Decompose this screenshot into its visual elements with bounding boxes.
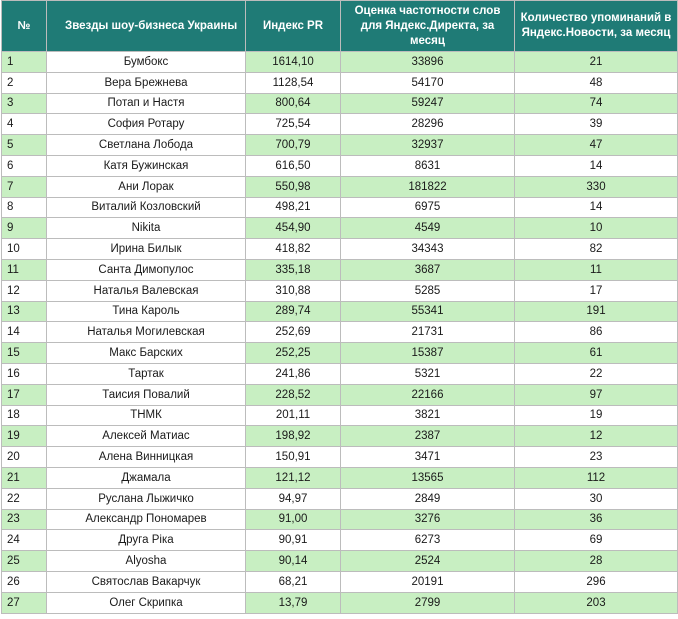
header-pr-index: Индекс PR [246,1,341,52]
cell-news-mentions: 97 [515,384,678,405]
table-header [2,1,678,52]
cell-pr-index: 91,00 [246,509,341,530]
cell-rank: 1 [2,52,47,73]
table-row [2,301,678,322]
cell-news-mentions: 11 [515,259,678,280]
table-row [2,197,678,218]
cell-news-mentions: 74 [515,93,678,114]
cell-news-mentions: 22 [515,363,678,384]
cell-rank: 4 [2,114,47,135]
table-row [2,571,678,592]
cell-name: Алена Винницкая [47,447,246,468]
cell-direct-frequency: 21731 [341,322,515,343]
cell-direct-frequency: 3471 [341,447,515,468]
cell-name: Вера Брежнева [47,72,246,93]
table-row [2,384,678,405]
table-row [2,467,678,488]
cell-pr-index: 498,21 [246,197,341,218]
table-row [2,426,678,447]
cell-direct-frequency: 15387 [341,343,515,364]
cell-pr-index: 150,91 [246,447,341,468]
cell-pr-index: 68,21 [246,571,341,592]
cell-pr-index: 241,86 [246,363,341,384]
cell-news-mentions: 39 [515,114,678,135]
cell-name: Святослав Вакарчук [47,571,246,592]
cell-direct-frequency: 8631 [341,155,515,176]
header-row [2,1,678,52]
cell-rank: 20 [2,447,47,468]
cell-direct-frequency: 3821 [341,405,515,426]
table-row [2,114,678,135]
table-row [2,218,678,239]
table-row [2,280,678,301]
header-yandex-direct: Оценка частотности слов для Яндекс.Директа, за месяц [341,1,515,52]
cell-news-mentions: 28 [515,551,678,572]
cell-name: Ани Лорак [47,176,246,197]
cell-news-mentions: 17 [515,280,678,301]
table-row [2,343,678,364]
cell-name: Александр Пономарев [47,509,246,530]
cell-rank: 6 [2,155,47,176]
cell-name: Ирина Билык [47,239,246,260]
cell-news-mentions: 86 [515,322,678,343]
cell-pr-index: 198,92 [246,426,341,447]
table-row [2,135,678,156]
cell-name: Тина Кароль [47,301,246,322]
table-row [2,405,678,426]
cell-direct-frequency: 33896 [341,52,515,73]
cell-pr-index: 13,79 [246,592,341,613]
cell-direct-frequency: 59247 [341,93,515,114]
cell-pr-index: 90,14 [246,551,341,572]
cell-name: Nikita [47,218,246,239]
cell-rank: 26 [2,571,47,592]
cell-direct-frequency: 22166 [341,384,515,405]
table-row [2,509,678,530]
table-row [2,592,678,613]
cell-pr-index: 94,97 [246,488,341,509]
cell-rank: 22 [2,488,47,509]
cell-name: Джамала [47,467,246,488]
cell-name: Виталий Козловский [47,197,246,218]
cell-rank: 21 [2,467,47,488]
cell-news-mentions: 61 [515,343,678,364]
cell-news-mentions: 47 [515,135,678,156]
cell-direct-frequency: 5321 [341,363,515,384]
cell-name: Тартак [47,363,246,384]
cell-name: Alyosha [47,551,246,572]
cell-pr-index: 454,90 [246,218,341,239]
cell-direct-frequency: 6273 [341,530,515,551]
cell-rank: 18 [2,405,47,426]
cell-news-mentions: 330 [515,176,678,197]
cell-pr-index: 1614,10 [246,52,341,73]
cell-pr-index: 201,11 [246,405,341,426]
table-body [2,52,678,614]
table-row [2,363,678,384]
cell-rank: 5 [2,135,47,156]
cell-rank: 3 [2,93,47,114]
cell-pr-index: 700,79 [246,135,341,156]
cell-pr-index: 252,69 [246,322,341,343]
cell-pr-index: 335,18 [246,259,341,280]
cell-name: Друга Ріка [47,530,246,551]
cell-pr-index: 725,54 [246,114,341,135]
table-row [2,72,678,93]
cell-pr-index: 616,50 [246,155,341,176]
cell-news-mentions: 112 [515,467,678,488]
cell-news-mentions: 19 [515,405,678,426]
header-celebrity: Звезды шоу-бизнеса Украины [47,1,246,52]
cell-direct-frequency: 4549 [341,218,515,239]
cell-rank: 11 [2,259,47,280]
table-row [2,155,678,176]
cell-pr-index: 550,98 [246,176,341,197]
cell-name: Наталья Могилевская [47,322,246,343]
cell-name: Санта Димопулос [47,259,246,280]
cell-pr-index: 252,25 [246,343,341,364]
cell-pr-index: 121,12 [246,467,341,488]
cell-news-mentions: 21 [515,52,678,73]
cell-news-mentions: 296 [515,571,678,592]
rating-table [1,0,678,614]
table-row [2,447,678,468]
cell-rank: 17 [2,384,47,405]
cell-rank: 8 [2,197,47,218]
cell-rank: 13 [2,301,47,322]
cell-pr-index: 800,64 [246,93,341,114]
cell-name: Руслана Лыжичко [47,488,246,509]
cell-pr-index: 1128,54 [246,72,341,93]
cell-news-mentions: 30 [515,488,678,509]
table-row [2,322,678,343]
cell-direct-frequency: 2524 [341,551,515,572]
cell-news-mentions: 48 [515,72,678,93]
cell-rank: 24 [2,530,47,551]
cell-rank: 19 [2,426,47,447]
table-row [2,488,678,509]
cell-name: Макс Барских [47,343,246,364]
cell-rank: 15 [2,343,47,364]
cell-rank: 27 [2,592,47,613]
table-row [2,52,678,73]
cell-direct-frequency: 28296 [341,114,515,135]
cell-direct-frequency: 2387 [341,426,515,447]
header-yandex-news: Количество упоминаний в Яндекс.Новости, за месяц [515,1,678,52]
cell-rank: 14 [2,322,47,343]
cell-news-mentions: 14 [515,155,678,176]
cell-name: Таисия Повалий [47,384,246,405]
cell-news-mentions: 23 [515,447,678,468]
cell-direct-frequency: 2849 [341,488,515,509]
cell-direct-frequency: 20191 [341,571,515,592]
cell-direct-frequency: 54170 [341,72,515,93]
cell-direct-frequency: 181822 [341,176,515,197]
table-row [2,530,678,551]
cell-rank: 23 [2,509,47,530]
cell-pr-index: 289,74 [246,301,341,322]
cell-news-mentions: 12 [515,426,678,447]
cell-rank: 2 [2,72,47,93]
cell-news-mentions: 10 [515,218,678,239]
cell-name: София Ротару [47,114,246,135]
table-row [2,239,678,260]
cell-direct-frequency: 32937 [341,135,515,156]
cell-pr-index: 90,91 [246,530,341,551]
cell-pr-index: 310,88 [246,280,341,301]
cell-direct-frequency: 5285 [341,280,515,301]
cell-direct-frequency: 2799 [341,592,515,613]
cell-name: Алексей Матиас [47,426,246,447]
cell-direct-frequency: 34343 [341,239,515,260]
cell-name: Потап и Настя [47,93,246,114]
header-number: № [2,1,47,52]
cell-pr-index: 228,52 [246,384,341,405]
table-row [2,93,678,114]
cell-news-mentions: 36 [515,509,678,530]
table-row [2,176,678,197]
cell-rank: 25 [2,551,47,572]
cell-name: Катя Бужинская [47,155,246,176]
cell-rank: 16 [2,363,47,384]
cell-news-mentions: 203 [515,592,678,613]
table-row [2,259,678,280]
cell-rank: 12 [2,280,47,301]
cell-name: Олег Скрипка [47,592,246,613]
cell-news-mentions: 14 [515,197,678,218]
cell-rank: 10 [2,239,47,260]
cell-news-mentions: 82 [515,239,678,260]
cell-direct-frequency: 3276 [341,509,515,530]
cell-rank: 9 [2,218,47,239]
table-row [2,551,678,572]
cell-pr-index: 418,82 [246,239,341,260]
cell-news-mentions: 191 [515,301,678,322]
cell-name: Бумбокс [47,52,246,73]
cell-name: Светлана Лобода [47,135,246,156]
cell-direct-frequency: 55341 [341,301,515,322]
cell-name: ТНМК [47,405,246,426]
cell-direct-frequency: 13565 [341,467,515,488]
cell-direct-frequency: 3687 [341,259,515,280]
cell-news-mentions: 69 [515,530,678,551]
cell-name: Наталья Валевская [47,280,246,301]
cell-rank: 7 [2,176,47,197]
cell-direct-frequency: 6975 [341,197,515,218]
